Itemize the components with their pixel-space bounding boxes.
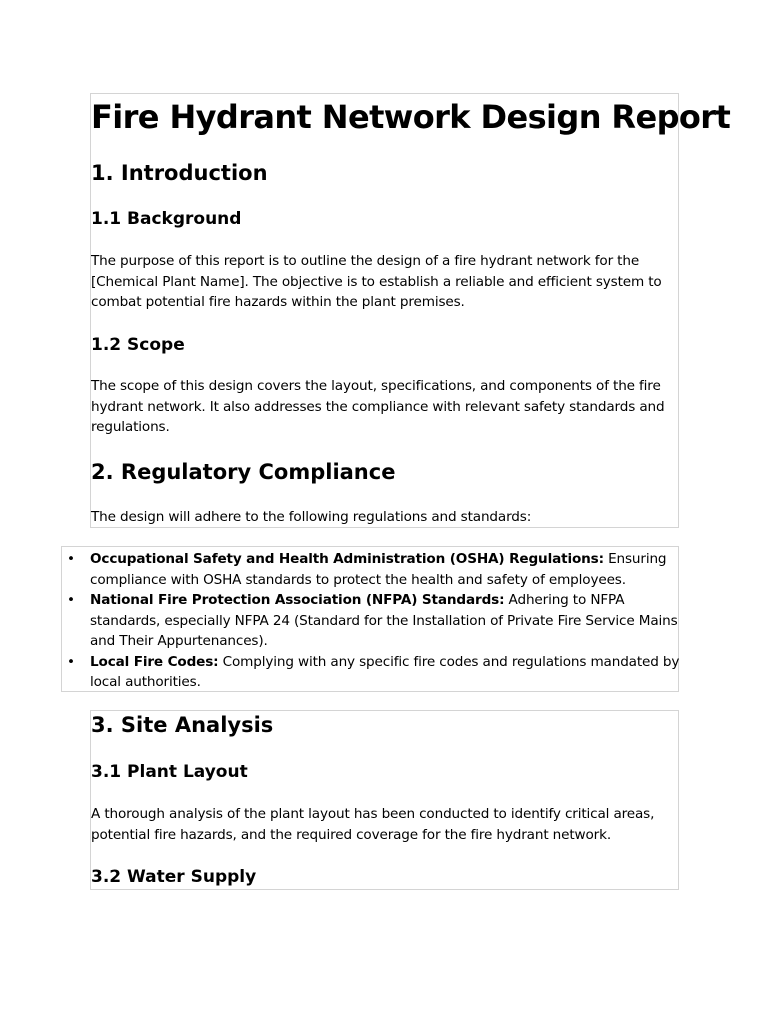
heading-regulatory-compliance: 2. Regulatory Compliance <box>91 460 396 484</box>
list-item-bold: Occupational Safety and Health Administration (OSHA) Regulations: <box>90 551 604 567</box>
list-item-bold: National Fire Protection Association (NFPA) Standards: <box>90 592 505 608</box>
list-item <box>61 590 681 652</box>
heading-plant-layout: 3.1 Plant Layout <box>91 762 248 782</box>
bullet-icon: • <box>67 551 75 567</box>
heading-introduction: 1. Introduction <box>91 161 268 185</box>
list-item-bold: Local Fire Codes: <box>90 653 219 670</box>
list-item-text: Adhering to NFPA standards, especially NFPA 24 (Standard for the Installation of Private Fire Service Mains and Their Appurtenances). <box>90 592 678 649</box>
heading-site-analysis: 3. Site Analysis <box>91 713 274 737</box>
list-item-text: Ensuring compliance with OSHA standards to protect the health and safety of employees. <box>90 551 667 588</box>
paragraph-plant-layout: A thorough analysis of the plant layout has been conducted to identify critical areas, potential fire hazards, and the required coverage for the fire hydrant network. <box>91 806 655 843</box>
paragraph-scope: The scope of this design covers the layout, specifications, and components of the fire hydrant network. It also addresses the compliance with relevant safety standards and regulations. <box>91 378 665 435</box>
regulations-list <box>61 549 681 693</box>
list-item-text: Complying with any specific fire codes and regulations mandated by local authorities. <box>90 653 680 690</box>
report-title: Fire Hydrant Network Design Report <box>91 98 731 136</box>
list-item <box>61 652 681 693</box>
paragraph-compliance-intro: The design will adhere to the following regulations and standards: <box>91 509 532 525</box>
paragraph-background: The purpose of this report is to outline the design of a fire hydrant network for the [Chemical Plant Name]. The objective is to establish a reliable and efficient system to combat potential fire hazards within the plant premises. <box>91 253 662 310</box>
section-frame-site <box>90 710 679 890</box>
heading-background: 1.1 Background <box>91 209 242 229</box>
heading-scope: 1.2 Scope <box>91 335 185 355</box>
heading-water-supply: 3.2 Water Supply <box>91 867 257 887</box>
bullet-icon: • <box>67 653 75 670</box>
list-item <box>61 549 681 590</box>
bullet-icon: • <box>67 592 75 608</box>
